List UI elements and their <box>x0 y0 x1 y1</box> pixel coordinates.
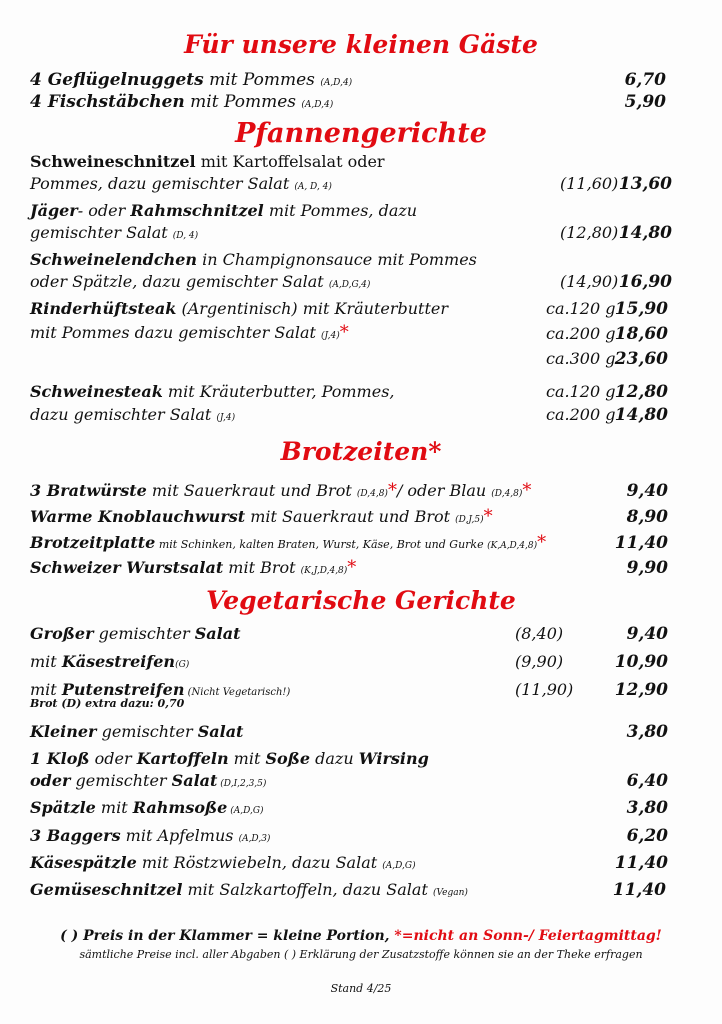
price-wurstsalat: 9,90 <box>626 558 668 578</box>
price-gemueseschnitzel: 11,40 <box>612 880 666 900</box>
price-brotzeitplatte: 11,40 <box>614 533 668 553</box>
menu-item-spaetzle: Spätzle mit Rahmsoße (A,D,G) <box>30 798 264 817</box>
menu-item-fisch: 4 Fischstäbchen mit Pommes (A,D,4) <box>30 92 334 112</box>
price-steak-2: 14,80 <box>614 405 668 425</box>
price-rind-3: 23,60 <box>614 349 668 369</box>
price-kaesestreifen: 10,90 <box>614 652 668 672</box>
menu-item-rind: Rinderhüftsteak (Argentinisch) mit Kräuterbutter <box>30 299 449 318</box>
menu-item-kloss-desc: oder gemischter Salat (D,I,2,3,5) <box>30 771 267 790</box>
price-lendchen: 16,90 <box>618 272 672 292</box>
small-price-grosser-salat: (8,40) <box>515 624 564 643</box>
price-kloss: 6,40 <box>626 771 668 791</box>
price-spaetzle: 3,80 <box>626 798 668 818</box>
price-jaeger: 14,80 <box>618 223 672 243</box>
version-stamp: Stand 4/25 <box>330 982 392 995</box>
weight-rind-1: ca.120 g <box>546 299 616 318</box>
price-schnitzel: 13,60 <box>618 174 672 194</box>
menu-item-putenstreifen: mit Putenstreifen (Nicht Vegetarisch!) <box>30 680 291 699</box>
menu-item-kleiner-salat: Kleiner gemischter Salat <box>30 722 244 741</box>
extra-bread-note: Brot (D) extra dazu: 0,70 <box>30 697 185 710</box>
price-steak-1: 12,80 <box>614 382 668 402</box>
price-baggers: 6,20 <box>626 826 668 846</box>
menu-item-lendchen-desc: oder Spätzle, dazu gemischter Salat (A,D,G,4) <box>30 272 371 291</box>
menu-item-bratwurst: 3 Bratwürste mit Sauerkraut und Brot (D,4,8)*/ oder Blau (D,4,8)* <box>30 480 532 501</box>
small-price-kaesestreifen: (9,90) <box>515 652 564 671</box>
tax-note: sämtliche Preise incl. aller Abgaben ( ) Erklärung der Zusatzstoffe können sie an der Theke erfragen <box>79 948 643 961</box>
section-title-veg: Vegetarische Gerichte <box>206 586 516 615</box>
menu-item-schnitzel-desc: Pommes, dazu gemischter Salat (A, D, 4) <box>30 174 332 193</box>
menu-item-schnitzel: Schweineschnitzel mit Kartoffelsalat oder <box>30 152 385 171</box>
small-price-schnitzel: (11,60) <box>560 174 619 193</box>
legend-note: ( ) Preis in der Klammer = kleine Portion, *=nicht an Sonn-/ Feiertagmittag! <box>60 928 662 944</box>
price-kaesespaetzle: 11,40 <box>614 853 668 873</box>
price-rind-1: 15,90 <box>614 299 668 319</box>
weight-rind-2: ca.200 g <box>546 324 616 343</box>
menu-item-grosser-salat: Großer gemischter Salat <box>30 624 241 643</box>
menu-item-nuggets: 4 Geflügelnuggets mit Pommes (A,D,4) <box>30 70 353 90</box>
menu-item-kloss: 1 Kloß oder Kartoffeln mit Soße dazu Wirsing <box>30 749 429 768</box>
price-putenstreifen: 12,90 <box>614 680 668 700</box>
price-kleiner-salat: 3,80 <box>626 722 668 742</box>
price-grosser-salat: 9,40 <box>626 624 668 644</box>
section-title-kids: Für unsere kleinen Gäste <box>184 30 538 59</box>
menu-item-steak: Schweinesteak mit Kräuterbutter, Pommes, <box>30 382 395 401</box>
weight-steak-1: ca.120 g <box>546 382 616 401</box>
menu-item-wurstsalat: Schweizer Wurstsalat mit Brot (K,J,D,4,8)* <box>30 557 357 578</box>
weight-rind-3: ca.300 g <box>546 349 616 368</box>
section-title-brot: Brotzeiten* <box>280 437 442 466</box>
menu-item-rind-desc: mit Pommes dazu gemischter Salat (J,4)* <box>30 322 349 343</box>
price-nuggets: 6,70 <box>624 70 666 90</box>
small-price-jaeger: (12,80) <box>560 223 619 242</box>
menu-item-gemueseschnitzel: Gemüseschnitzel mit Salzkartoffeln, dazu Salat (Vegan) <box>30 880 468 899</box>
menu-item-steak-desc: dazu gemischter Salat (J,4) <box>30 405 236 424</box>
price-rind-2: 18,60 <box>614 324 668 344</box>
weight-steak-2: ca.200 g <box>546 405 616 424</box>
price-bratwurst: 9,40 <box>626 481 668 501</box>
menu-item-kaesestreifen: mit Käsestreifen(G) <box>30 652 190 671</box>
price-fisch: 5,90 <box>624 92 666 112</box>
menu-item-jaeger-desc: gemischter Salat (D, 4) <box>30 223 199 242</box>
menu-item-baggers: 3 Baggers mit Apfelmus (A,D,3) <box>30 826 271 845</box>
menu-item-jaeger: Jäger- oder Rahmschnitzel mit Pommes, dazu <box>30 201 418 220</box>
menu-item-kaesespaetzle: Käsespätzle mit Röstzwiebeln, dazu Salat (A,D,G) <box>30 853 416 872</box>
menu-item-knoblauchwurst: Warme Knoblauchwurst mit Sauerkraut und Brot (D,J,5)* <box>30 506 493 527</box>
section-title-pan: Pfannengerichte <box>235 118 487 149</box>
menu-item-lendchen: Schweinelendchen in Champignonsauce mit Pommes <box>30 250 477 269</box>
price-knoblauchwurst: 8,90 <box>626 507 668 527</box>
small-price-lendchen: (14,90) <box>560 272 619 291</box>
small-price-putenstreifen: (11,90) <box>515 680 574 699</box>
menu-item-brotzeitplatte: Brotzeitplatte mit Schinken, kalten Braten, Wurst, Käse, Brot und Gurke (K,A,D,4,8)* <box>30 532 547 553</box>
